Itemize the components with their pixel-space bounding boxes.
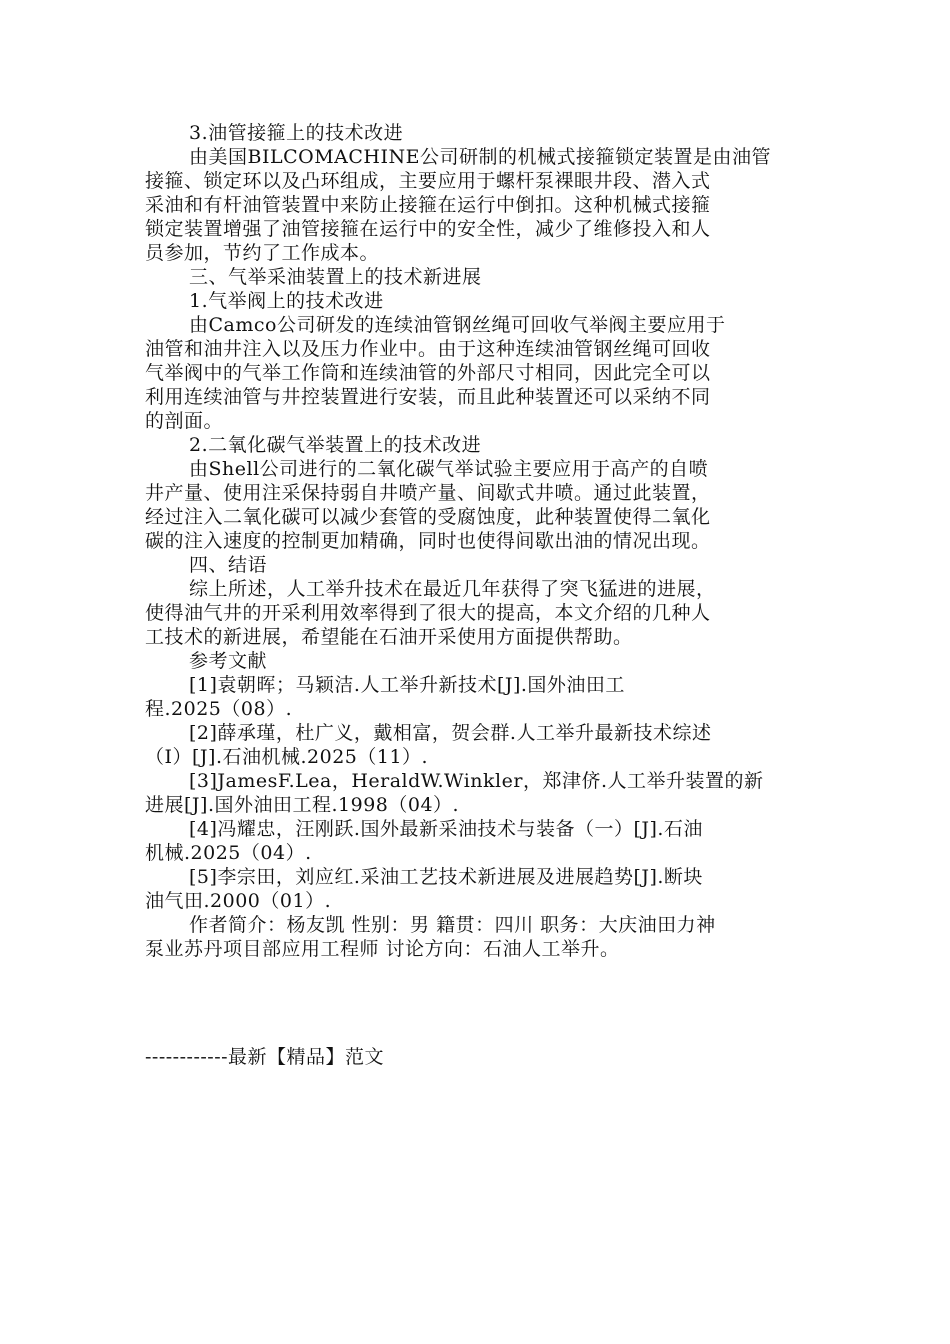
paragraph-line: 由Shell公司进行的二氧化碳气举试验主要应用于高产的自喷	[189, 458, 709, 480]
reference-line: 机械.2025（04）.	[145, 842, 312, 864]
section-heading: 四、结语	[189, 554, 268, 576]
paragraph-line: 井产量、使用注采保持弱自井喷产量、间歇式井喷。通过此装置，	[145, 482, 711, 504]
footer-banner: ------------最新【精品】范文	[145, 1046, 385, 1068]
paragraph-line: 碳的注入速度的控制更加精确，同时也使得间歇出油的情况出现。	[145, 530, 711, 552]
paragraph-line: 接箍、锁定环以及凸环组成，主要应用于螺杆泵裸眼井段、潜入式	[145, 170, 711, 192]
reference-line: [5]李宗田，刘应红.采油工艺技术新进展及进展趋势[J].断块	[189, 866, 703, 888]
paragraph-line: 工技术的新进展，希望能在石油开采使用方面提供帮助。	[145, 626, 633, 648]
reference-line: [1]袁朝晖；马颖洁.人工举升新技术[J].国外油田工	[189, 674, 625, 696]
section-heading: 1.气举阀上的技术改进	[189, 290, 384, 312]
section-heading: 参考文献	[189, 650, 268, 672]
paragraph-line: 由Camco公司研发的连续油管钢丝绳可回收气举阀主要应用于	[189, 314, 726, 336]
section-heading: 3.油管接箍上的技术改进	[189, 122, 404, 144]
reference-line: [3]JamesF.Lea，HeraldW.Winkler，郑津侪.人工举升装置的新	[189, 770, 764, 792]
reference-line: [4]冯耀忠，汪刚跃.国外最新采油技术与装备（一）[J].石油	[189, 818, 703, 840]
paragraph-line: 油管和油井注入以及压力作业中。由于这种连续油管钢丝绳可回收	[145, 338, 711, 360]
paragraph-line: 的剖面。	[145, 410, 224, 432]
paragraph-line: 员参加，节约了工作成本。	[145, 242, 380, 264]
paragraph-line: 综上所述，人工举升技术在最近几年获得了突飞猛进的进展，	[189, 578, 716, 600]
paragraph-line: 采油和有杆油管装置中来防止接箍在运行中倒扣。这种机械式接箍	[145, 194, 711, 216]
reference-line: 油气田.2000（01）.	[145, 890, 332, 912]
paragraph-line: 泵业苏丹项目部应用工程师 讨论方向：石油人工举升。	[145, 938, 620, 960]
paragraph-line: 作者简介：杨友凯 性别：男 籍贯：四川 职务：大庆油田力神	[189, 914, 716, 936]
paragraph-line: 气举阀中的气举工作筒和连续油管的外部尺寸相同，因此完全可以	[145, 362, 711, 384]
paragraph-line: 经过注入二氧化碳可以减少套管的受腐蚀度，此种装置使得二氧化	[145, 506, 711, 528]
reference-line: [2]薛承瑾，杜广义，戴相富，贺会群.人工举升最新技术综述	[189, 722, 712, 744]
section-heading: 三、气举采油装置上的技术新进展	[189, 266, 482, 288]
section-heading: 2.二氧化碳气举装置上的技术改进	[189, 434, 482, 456]
paragraph-line: 由美国BILCOMACHINE公司研制的机械式接箍锁定装置是由油管	[189, 146, 771, 168]
document-body	[145, 121, 805, 961]
paragraph-line: 利用连续油管与井控装置进行安装，而且此种装置还可以采纳不同	[145, 386, 711, 408]
reference-line: 程.2025（08）.	[145, 698, 293, 720]
reference-line: （Ⅰ）[J].石油机械.2025（11）.	[145, 746, 429, 768]
paragraph-line: 使得油气井的开采利用效率得到了很大的提高，本文介绍的几种人	[145, 602, 711, 624]
paragraph-line: 锁定装置增强了油管接箍在运行中的安全性，减少了维修投入和人	[145, 218, 711, 240]
reference-line: 进展[J].国外油田工程.1998（04）.	[145, 794, 460, 816]
